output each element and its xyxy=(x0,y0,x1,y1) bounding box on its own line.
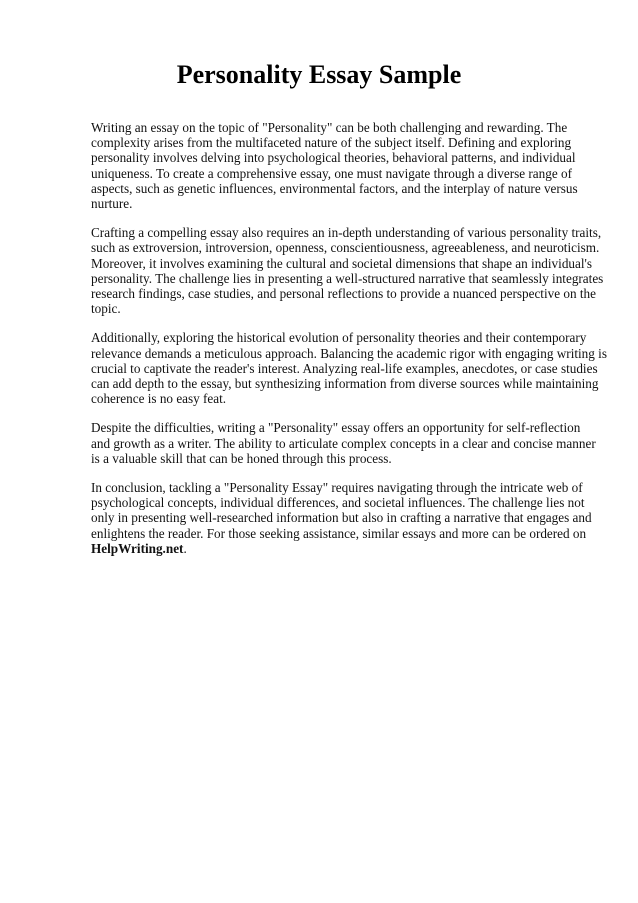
page-title: Personality Essay Sample xyxy=(176,60,462,89)
paragraph-2 xyxy=(91,225,604,317)
text-line: enlightens the reader. For those seeking assistance, similar essays and more can be ordered on xyxy=(91,525,587,541)
text-line: Additionally, exploring the historical evolution of personality theories and their contemporary xyxy=(91,330,587,346)
text-line: nurture. xyxy=(91,196,133,212)
essay-body xyxy=(91,120,607,570)
text-line: can add depth to the essay, but synthesizing information from diverse sources while maintaining xyxy=(91,376,599,392)
text-line: complexity arises from the multifaceted nature of the subject itself. Defining and exploring xyxy=(91,135,572,151)
text-line: Moreover, it involves examining the cultural and societal dimensions that shape an individual's xyxy=(91,255,593,271)
text-line: Crafting a compelling essay also requires an in-depth understanding of various personality traits, xyxy=(91,225,602,241)
text-line: In conclusion, tackling a "Personality Essay" requires navigating through the intricate web of xyxy=(91,480,583,496)
paragraph-5 xyxy=(91,480,601,556)
text-line: personality. The challenge lies in presenting a well-structured narrative that seamlessly integrates xyxy=(91,270,604,286)
text-line: topic. xyxy=(91,301,121,317)
helpwriting-link[interactable]: HelpWriting.net xyxy=(91,540,184,556)
text-line: such as extroversion, introversion, openness, conscientiousness, agreeableness, and neuroticism. xyxy=(91,240,600,256)
text-line: Despite the difficulties, writing a "Personality" essay offers an opportunity for self-reflection xyxy=(91,420,581,436)
text-line: Writing an essay on the topic of "Personality" can be both challenging and rewarding. The xyxy=(91,120,568,135)
text-line: and growth as a writer. The ability to articulate complex concepts in a clear and concise manner xyxy=(91,435,596,451)
paragraph-4 xyxy=(91,420,601,466)
text-line xyxy=(91,541,601,556)
text-line: coherence is no easy feat. xyxy=(91,391,227,407)
paragraph-3 xyxy=(91,330,607,407)
text-line: personality involves delving into psychological theories, behavioral patterns, and individual xyxy=(91,150,576,166)
paragraph-1 xyxy=(91,120,601,211)
text-line: aspects, such as genetic influences, environmental factors, and the interplay of nature versus xyxy=(91,180,578,196)
text-line: crucial to captivate the reader's interest. Analyzing real-life examples, anecdotes, or case studies xyxy=(91,360,598,376)
text-line: uniqueness. To create a comprehensive essay, one must navigate through a diverse range of xyxy=(91,165,572,181)
brand-suffix: . xyxy=(183,540,187,556)
text-line: relevance demands a meticulous approach. Balancing the academic rigor with engaging writing is xyxy=(91,345,607,361)
text-line: only in presenting well-researched information but also in crafting a narrative that engages and xyxy=(91,510,592,526)
text-line: psychological concepts, individual differences, and societal influences. The challenge lies not xyxy=(91,495,585,511)
text-line: is a valuable skill that can be honed through this process. xyxy=(91,450,392,466)
text-line: research findings, case studies, and personal reflections to provide a nuanced perspective on the xyxy=(91,286,596,302)
